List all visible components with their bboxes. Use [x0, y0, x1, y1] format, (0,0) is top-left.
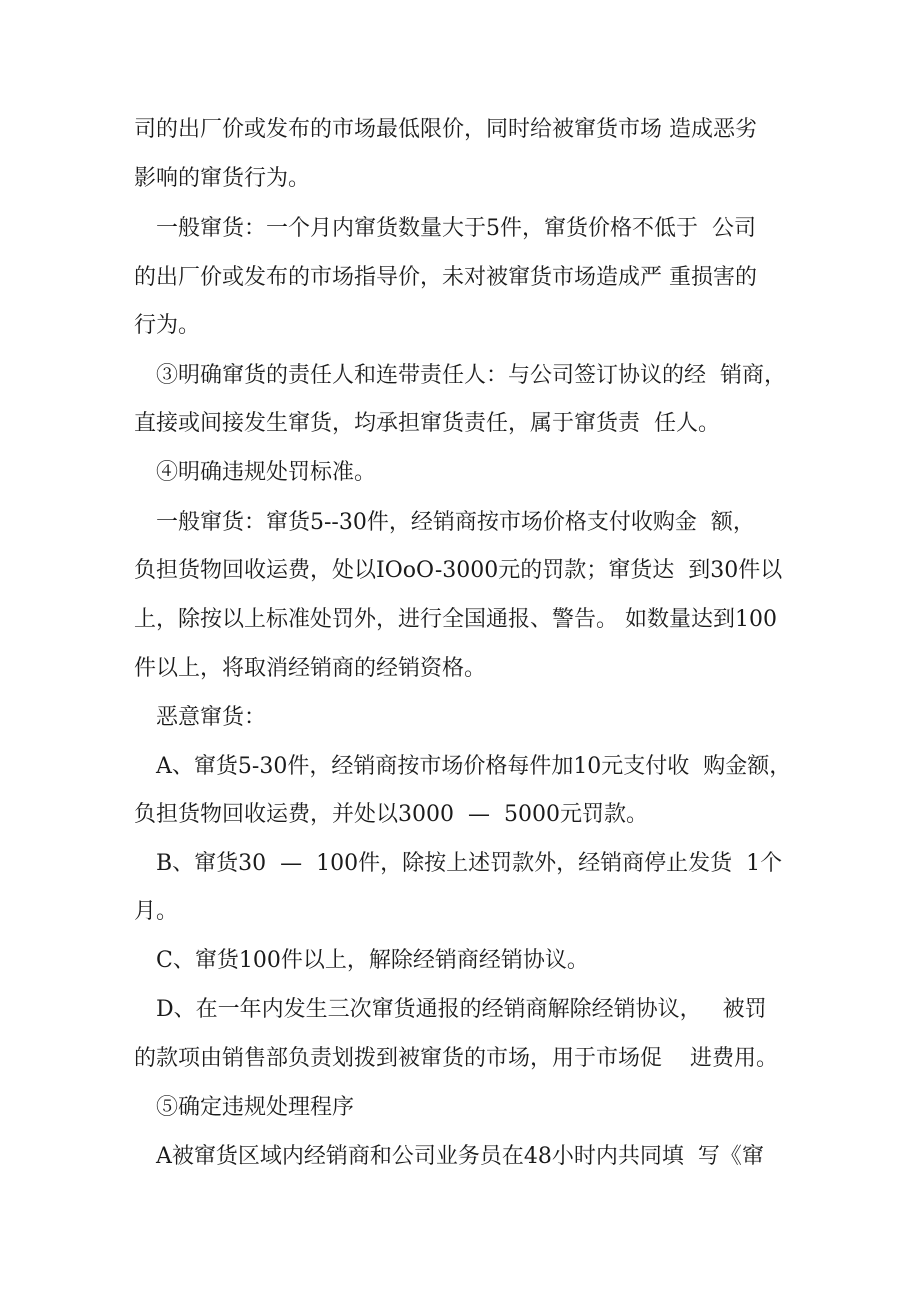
text-line: 司的出厂价或发布的市场最低限价，同时给被窜货市场 造成恶劣	[134, 117, 757, 142]
section-heading: ④明确违规处罚标准。	[156, 460, 377, 485]
text-line: 的款项由销售部负责划拨到被窜货的市场，用于市场促 进费用。	[134, 1046, 778, 1071]
text-line: 上，除按以上标准处罚外，进行全国通报、警告。 如数量达到100	[134, 607, 777, 632]
text-line: 负担货物回收运费，并处以3000 — 5000元罚款。	[134, 802, 648, 827]
text-line: 一般窜货：窜货5--30件，经销商按市场价格支付收购金 额，	[156, 510, 755, 535]
list-item: C、窜货100件以上，解除经销商经销协议。	[156, 948, 589, 973]
section-heading: ⑤确定违规处理程序	[156, 1095, 355, 1120]
text-line: 月。	[134, 899, 179, 924]
text-line: 一般窜货：一个月内窜货数量大于5件，窜货价格不低于 公司	[156, 216, 756, 241]
text-line: 影响的窜货行为。	[134, 166, 311, 191]
text-line: 负担货物回收运费，处以IOoO-3000元的罚款；窜货达 到30件以	[134, 558, 783, 583]
list-item: D、在一年内发生三次窜货通报的经销商解除经销协议， 被罚	[156, 997, 767, 1022]
text-line: 件以上，将取消经销商的经销资格。	[134, 656, 487, 681]
text-line: ③明确窜货的责任人和连带责任人：与公司签订协议的经 销商，	[156, 363, 786, 388]
text-line: 的出厂价或发布的市场指导价，未对被窜货市场造成严 重损害的	[134, 265, 757, 290]
list-item: A、窜货5-30件，经销商按市场价格每件加10元支付收 购金额，	[156, 754, 792, 779]
list-item: A被窜货区域内经销商和公司业务员在48小时内共同填 写《窜	[156, 1144, 764, 1169]
section-heading: 恶意窜货：	[156, 705, 267, 730]
text-line: 直接或间接发生窜货，均承担窜货责任，属于窜货责 任人。	[134, 411, 720, 436]
text-line: 行为。	[134, 313, 201, 338]
list-item: B、窜货30 — 100件，除按上述罚款外，经销商停止发货 1个	[156, 851, 783, 876]
